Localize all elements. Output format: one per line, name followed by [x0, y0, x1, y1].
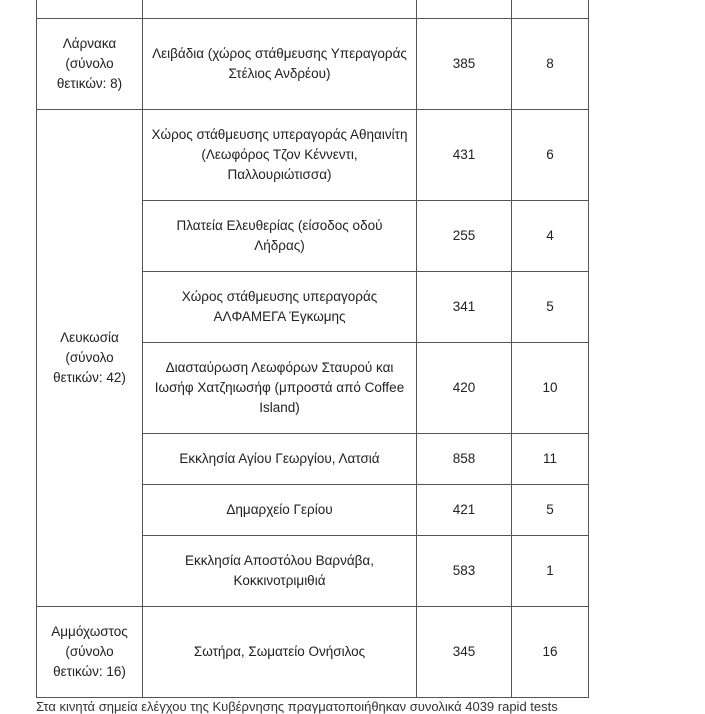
place-cell: Διασταύρωση Λεωφόρων Σταυρού και Ιωσήφ Χατζηιωσήφ (μπροστά από Coffee Island) [143, 343, 417, 434]
place-cell: Χώρος στάθμευσης υπεραγοράς Αθηαινίτη (Λεωφόρος Τζον Κέννεντι, Παλλουριώτισσα) [143, 110, 417, 201]
place-cell: Σωτήρα, Σωματείο Ονήσιλος [143, 607, 417, 698]
positives-cell: 4 [512, 201, 589, 272]
place-cell: Λειβάδια (χώρος στάθμευσης Υπεραγοράς Στέλιος Ανδρέου) [143, 19, 417, 110]
positives-cell: 6 [512, 110, 589, 201]
district-cell-larnaca: Λάρνακα (σύνολο θετικών: 8) [37, 19, 143, 110]
positives-cell: 5 [512, 485, 589, 536]
tests-cell: 583 [417, 536, 512, 607]
positives-cell: 11 [512, 434, 589, 485]
empty-cell [417, 0, 512, 19]
place-cell: Πλατεία Ελευθερίας (είσοδος οδού Λήδρας) [143, 201, 417, 272]
positives-cell: 1 [512, 536, 589, 607]
place-cell: Εκκλησία Αγίου Γεωργίου, Λατσιά [143, 434, 417, 485]
test-results-table [36, 0, 589, 698]
tests-cell: 858 [417, 434, 512, 485]
table-row [37, 19, 589, 110]
tests-cell: 421 [417, 485, 512, 536]
empty-cell [512, 0, 589, 19]
table-row [37, 607, 589, 698]
tests-cell: 431 [417, 110, 512, 201]
table-row [37, 110, 589, 201]
place-cell: Χώρος στάθμευσης υπεραγοράς ΑΛΦΑΜΕΓΑ Έγκωμης [143, 272, 417, 343]
tests-cell: 420 [417, 343, 512, 434]
positives-cell: 8 [512, 19, 589, 110]
district-cell-nicosia: Λευκωσία (σύνολο θετικών: 42) [37, 110, 143, 607]
district-cell-famagusta: Αμμόχωστος (σύνολο θετικών: 16) [37, 607, 143, 698]
table-row-top-cut [37, 0, 589, 19]
positives-cell: 10 [512, 343, 589, 434]
tests-cell: 255 [417, 201, 512, 272]
tests-cell: 345 [417, 607, 512, 698]
positives-cell: 5 [512, 272, 589, 343]
footer-text: Στα κινητά σημεία ελέγχου της Κυβέρνησης πραγματοποιήθηκαν συνολικά 4039 rapid tests [36, 699, 558, 714]
empty-cell [143, 0, 417, 19]
positives-cell: 16 [512, 607, 589, 698]
tests-cell: 341 [417, 272, 512, 343]
place-cell: Εκκλησία Αποστόλου Βαρνάβα, Κοκκινοτριμιθιά [143, 536, 417, 607]
place-cell: Δημαρχείο Γερίου [143, 485, 417, 536]
empty-cell [37, 0, 143, 19]
tests-cell: 385 [417, 19, 512, 110]
